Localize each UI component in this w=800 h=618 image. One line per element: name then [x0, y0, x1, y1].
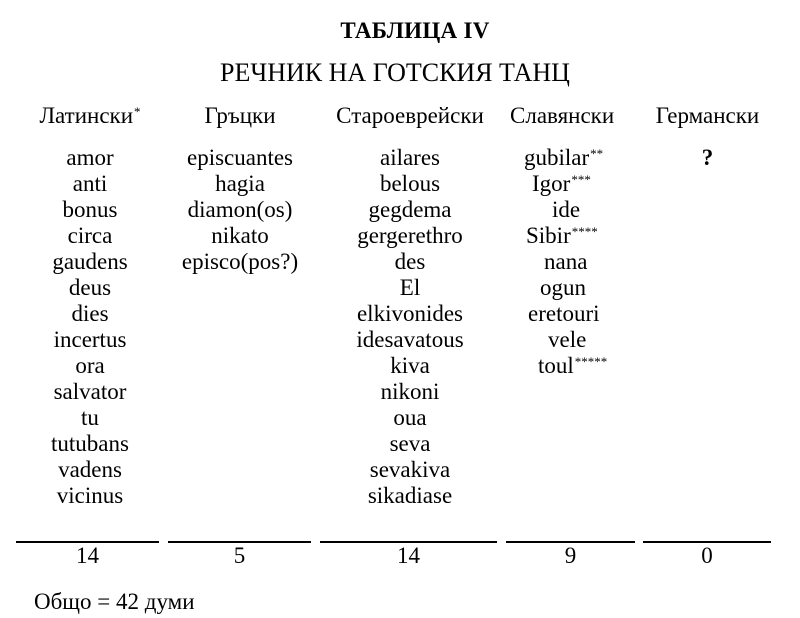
word-text: episco(pos?) — [181, 249, 299, 274]
word-text: deus — [68, 275, 112, 300]
word-text: ora — [75, 353, 105, 378]
word-entry — [510, 249, 630, 275]
word-text: vele — [548, 327, 587, 352]
word-entry — [30, 353, 150, 379]
word-text: anti — [72, 171, 108, 196]
word-entry — [30, 171, 150, 197]
column-old-hebrew — [325, 100, 495, 509]
word-text: incertus — [53, 327, 127, 352]
word-entry — [510, 353, 630, 379]
column-header-old-hebrew: Староеврейски — [336, 103, 484, 128]
column-header-latin: Латински* — [39, 103, 141, 128]
word-text: ? — [701, 145, 714, 170]
word-text: nana — [544, 249, 588, 274]
word-entry — [325, 197, 495, 223]
dictionary-title: РЕЧНИК НА ГОТСКИЯ ТАНЦ — [220, 58, 570, 87]
word-entry — [170, 249, 310, 275]
word-entry — [325, 483, 495, 509]
word-entry — [325, 379, 495, 405]
word-text: El — [399, 275, 421, 300]
column-header-germanic: Германски — [655, 103, 760, 128]
word-entry — [510, 223, 630, 249]
word-entry — [325, 223, 495, 249]
footnote-mark: **** — [571, 224, 598, 239]
word-count-slavic: 9 — [564, 543, 577, 568]
word-text: vicinus — [56, 483, 124, 508]
word-count-greek: 5 — [233, 543, 246, 568]
word-entry — [170, 145, 310, 171]
word-list — [325, 145, 495, 509]
word-text: gubilar — [524, 145, 590, 170]
word-text: elkivonides — [356, 301, 464, 326]
word-text: gaudens — [52, 249, 128, 274]
word-entry — [325, 145, 495, 171]
word-text: oua — [393, 405, 427, 430]
word-text: tu — [81, 405, 99, 430]
word-text: nikoni — [380, 379, 440, 404]
word-entry — [510, 301, 630, 327]
word-text: belous — [379, 171, 441, 196]
word-entry — [30, 379, 150, 405]
total-words: Общо = 42 думи — [34, 589, 195, 614]
word-entry — [170, 171, 310, 197]
word-list — [30, 145, 150, 509]
word-entry — [645, 145, 770, 171]
word-text: kiva — [390, 353, 430, 378]
word-text: bonus — [62, 197, 118, 222]
column-greek — [170, 100, 310, 275]
word-text: sevakiva — [369, 457, 451, 482]
footnote-mark: * — [134, 104, 141, 119]
word-entry — [325, 171, 495, 197]
word-text: nikato — [211, 223, 269, 248]
footnote-mark: *** — [571, 172, 591, 187]
word-entry — [325, 327, 495, 353]
word-entry — [510, 197, 630, 223]
word-text: sikadiase — [367, 483, 453, 508]
column-header-slavic: Славянски — [510, 103, 615, 128]
word-entry — [30, 327, 150, 353]
word-count-latin: 14 — [76, 543, 99, 568]
word-text: eretouri — [528, 301, 600, 326]
word-entry — [30, 223, 150, 249]
word-text: episcuantes — [186, 145, 293, 170]
word-text: gegdema — [368, 197, 452, 222]
word-entry — [325, 353, 495, 379]
word-text: diamon(os) — [187, 197, 293, 222]
word-entry — [510, 327, 630, 353]
word-entry — [30, 301, 150, 327]
word-entry — [30, 405, 150, 431]
word-text: circa — [67, 223, 113, 248]
word-entry — [170, 223, 310, 249]
word-text: Sibir — [526, 223, 571, 248]
word-entry — [325, 457, 495, 483]
column-germanic — [645, 100, 770, 171]
word-entry — [30, 483, 150, 509]
word-entry — [30, 275, 150, 301]
word-entry — [325, 431, 495, 457]
word-entry — [510, 275, 630, 301]
word-entry — [325, 249, 495, 275]
word-text: salvator — [53, 379, 127, 404]
word-text: idesavatous — [356, 327, 464, 352]
word-entry — [30, 431, 150, 457]
word-text: hagia — [215, 171, 265, 196]
column-latin — [30, 100, 150, 509]
word-text: dies — [71, 301, 109, 326]
word-list — [645, 145, 770, 171]
word-entry — [325, 301, 495, 327]
word-text: des — [394, 249, 426, 274]
word-text: ide — [552, 197, 581, 222]
word-entry — [30, 197, 150, 223]
word-text: seva — [389, 431, 431, 456]
word-text: ailares — [379, 145, 440, 170]
word-entry — [30, 457, 150, 483]
word-entry — [170, 197, 310, 223]
word-entry — [30, 145, 150, 171]
word-count-old-hebrew: 14 — [397, 543, 420, 568]
word-text: gergerethro — [357, 223, 463, 248]
word-list — [170, 145, 310, 275]
footnote-mark: ** — [590, 146, 604, 161]
column-slavic — [510, 100, 630, 379]
word-text: toul — [538, 353, 574, 378]
column-header-greek: Гръцки — [204, 103, 276, 128]
word-text: vadens — [58, 457, 122, 482]
word-entry — [30, 249, 150, 275]
word-entry — [325, 405, 495, 431]
word-entry — [510, 171, 630, 197]
word-text: ogun — [540, 275, 586, 300]
footnote-mark: ***** — [574, 354, 608, 369]
word-text: Igor — [532, 171, 571, 196]
word-text: tutubans — [51, 431, 129, 456]
word-entry — [510, 145, 630, 171]
table-label: ТАБЛИЦА IV — [340, 18, 490, 43]
word-count-germanic: 0 — [701, 543, 713, 568]
word-entry — [325, 275, 495, 301]
word-text: amor — [66, 145, 114, 170]
word-list — [510, 145, 630, 379]
